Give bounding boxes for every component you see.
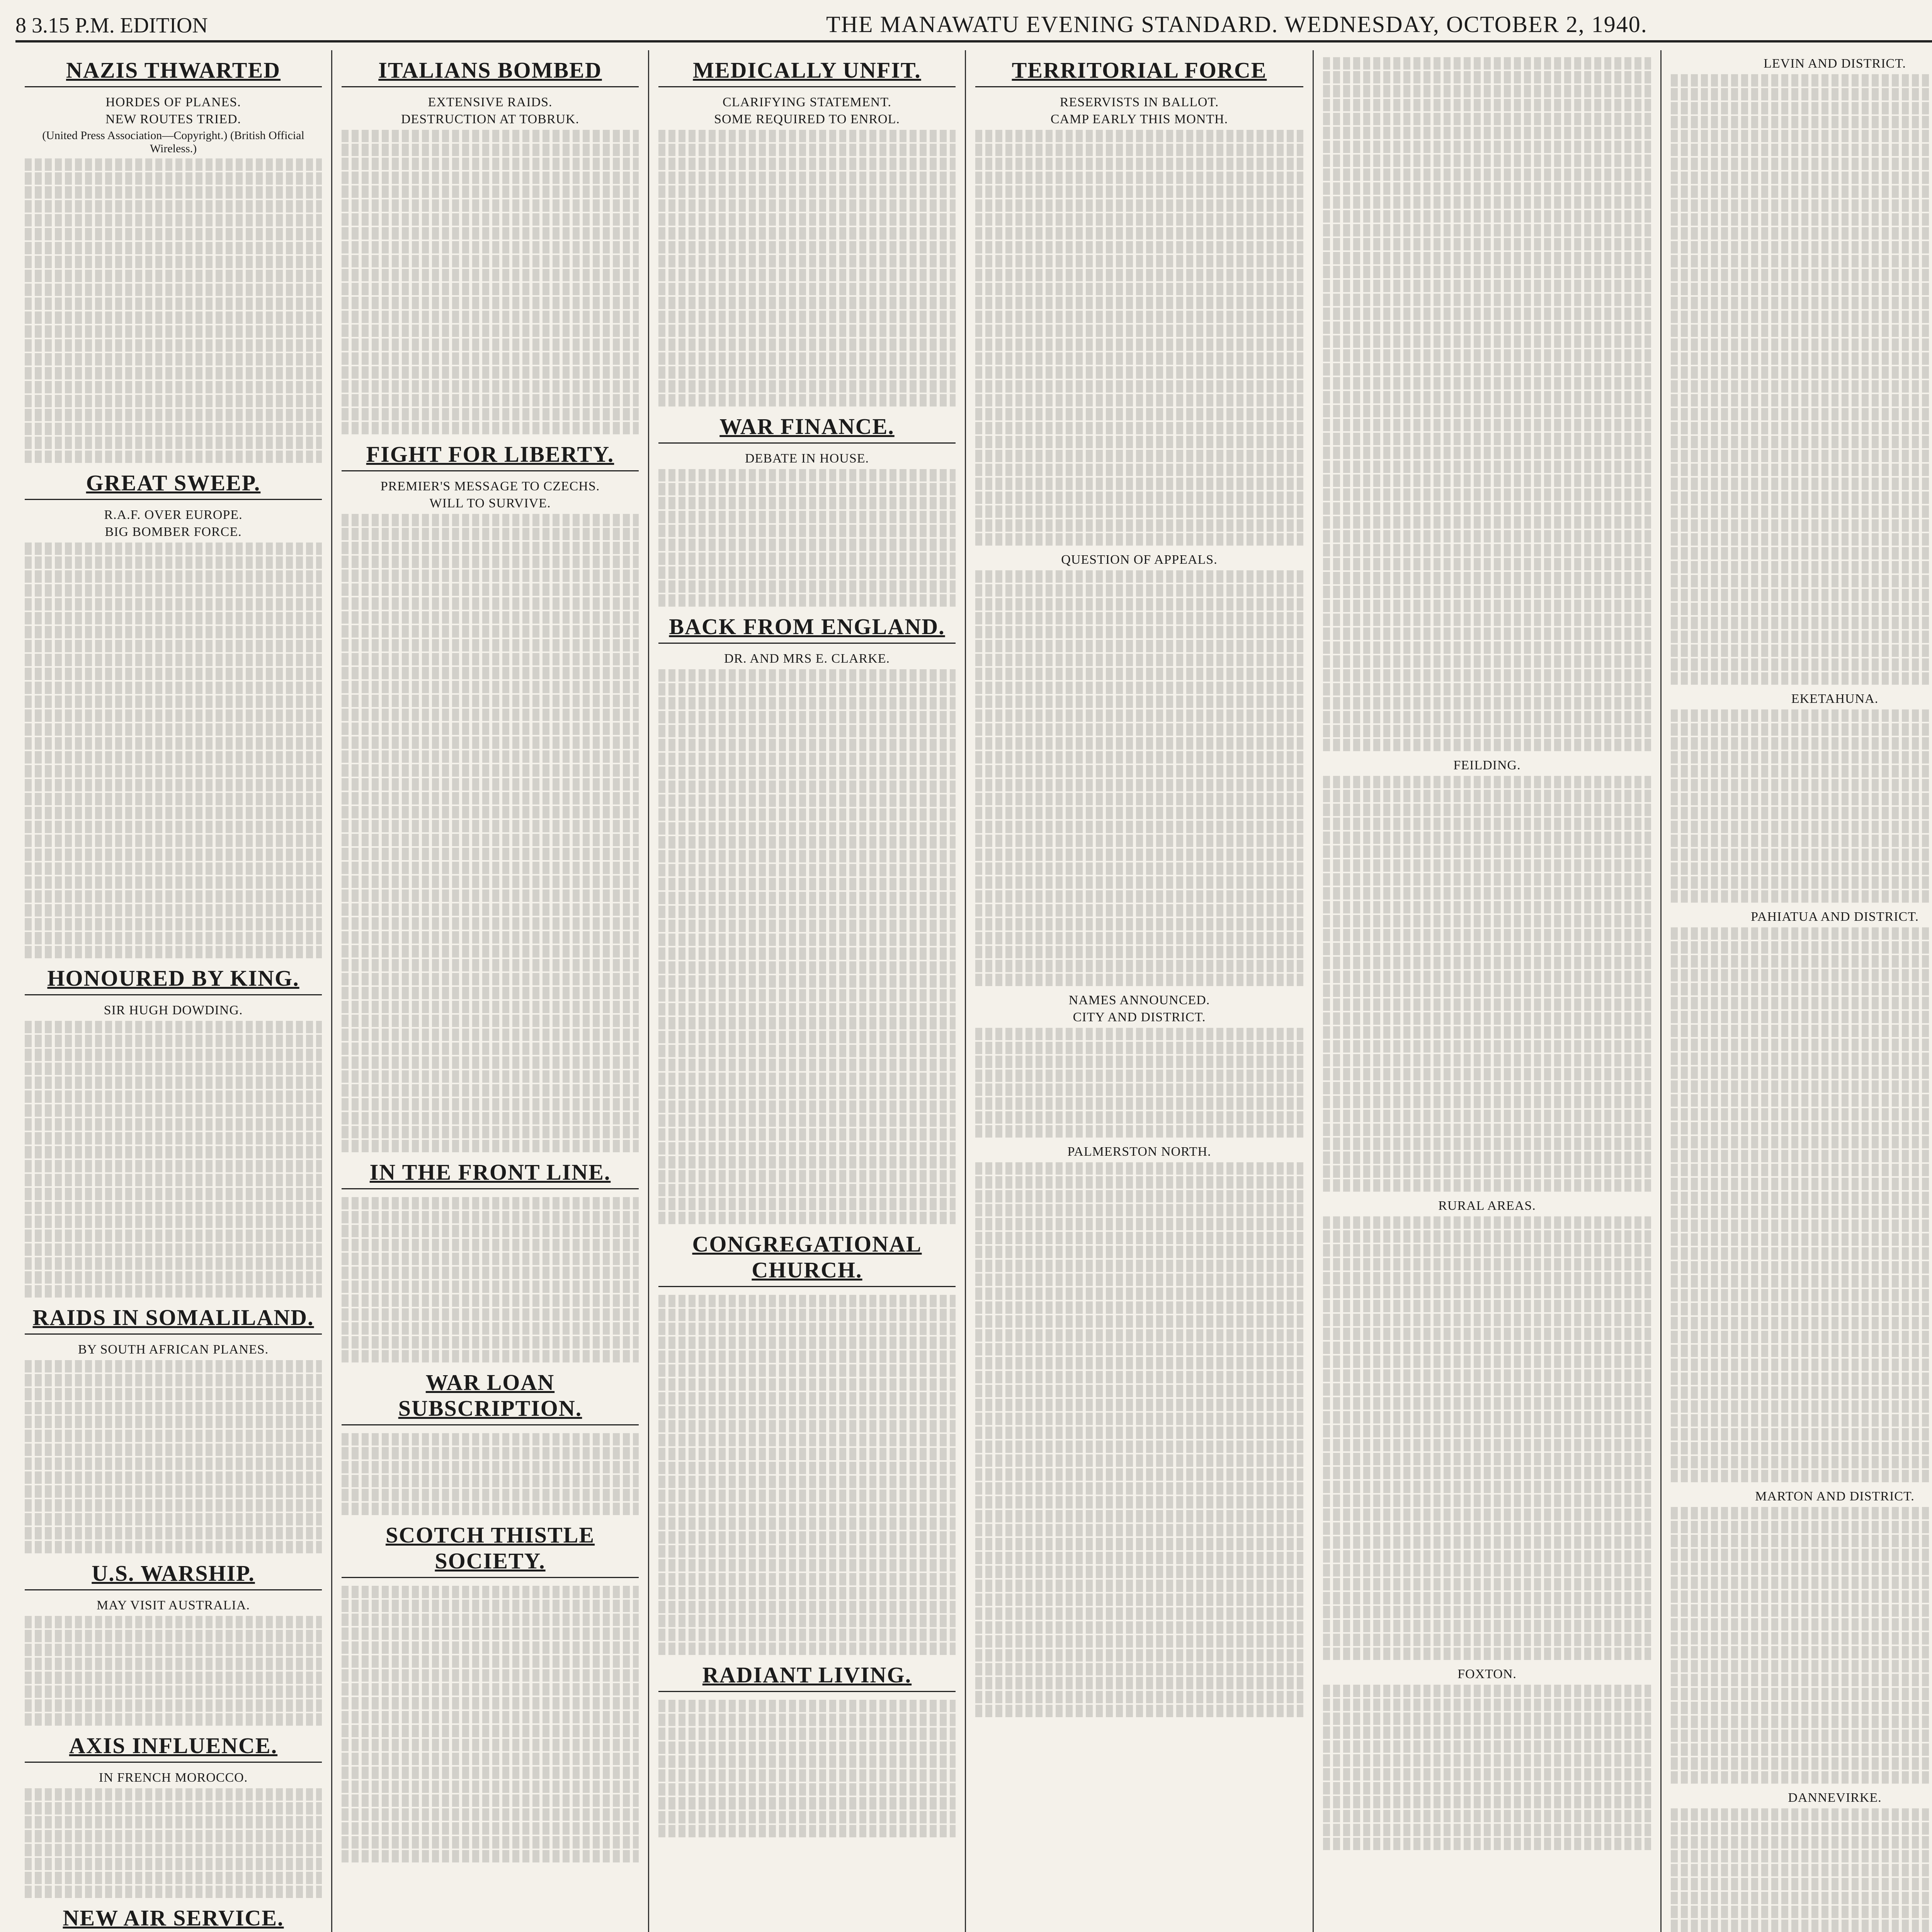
article-body — [658, 669, 956, 1224]
headline-fight-for-liberty: FIGHT FOR LIBERTY. — [342, 441, 639, 471]
article-body — [342, 1433, 639, 1515]
masthead — [15, 12, 1932, 43]
column-5 — [1314, 50, 1662, 1932]
article-body — [342, 1197, 639, 1362]
article-body — [25, 1616, 322, 1726]
subhead-question-of-appeals: QUESTION OF APPEALS. — [1061, 553, 1218, 567]
subhead: CAMP EARLY THIS MONTH. — [1050, 112, 1228, 126]
subhead: EXTENSIVE RAIDS. — [428, 95, 553, 109]
headline-axis-influence: AXIS INFLUENCE. — [25, 1733, 322, 1763]
headline-scotch-thistle-society: SCOTCH THISTLE SOCIETY. — [342, 1522, 639, 1578]
subhead: WILL TO SURVIVE. — [429, 496, 551, 510]
column-6 — [1662, 50, 1932, 1932]
subhead: SIR HUGH DOWDING. — [104, 1003, 243, 1017]
article-body — [342, 1586, 639, 1862]
newspaper-title: THE MANAWATU EVENING STANDARD. WEDNESDAY, OCTOBER 2, 1940. — [826, 12, 1648, 37]
article-body — [658, 469, 956, 607]
subhead-pahiatua: PAHIATUA AND DISTRICT. — [1751, 910, 1919, 924]
subhead: DESTRUCTION AT TOBRUK. — [401, 112, 580, 126]
subhead-dannevirke: DANNEVIRKE. — [1788, 1791, 1882, 1805]
headline-great-sweep: GREAT SWEEP. — [25, 470, 322, 500]
column-3 — [649, 50, 966, 1932]
subhead: DR. AND MRS E. CLARKE. — [724, 651, 890, 666]
article-body — [342, 514, 639, 1152]
article-body — [25, 543, 322, 958]
article-body — [658, 1700, 956, 1837]
subhead: HORDES OF PLANES. — [105, 95, 241, 109]
article-body — [25, 1788, 322, 1898]
article-body — [25, 1360, 322, 1553]
article-body — [1323, 776, 1651, 1192]
headline-territorial-force: TERRITORIAL FORCE — [975, 57, 1303, 87]
credit-line: (United Press Association—Copyright.) (British Official Wireless.) — [42, 129, 304, 155]
article-body — [25, 158, 322, 463]
article-body — [658, 130, 956, 406]
headline-honoured-by-king: HONOURED BY KING. — [25, 965, 322, 995]
article-body — [1671, 927, 1932, 1482]
subhead: BY SOUTH AFRICAN PLANES. — [78, 1342, 269, 1357]
subhead: IN FRENCH MOROCCO. — [99, 1770, 248, 1785]
subhead: BIG BOMBER FORCE. — [105, 525, 242, 539]
article-body — [1671, 74, 1932, 685]
headline-nazis-thwarted: NAZIS THWARTED — [25, 57, 322, 87]
article-body — [975, 1162, 1303, 1717]
article-body — [342, 130, 639, 434]
headline-congregational-church: CONGREGATIONAL CHURCH. — [658, 1231, 956, 1287]
subhead: RESERVISTS IN BALLOT. — [1060, 95, 1219, 109]
article-body — [975, 570, 1303, 986]
subhead-names-announced: NAMES ANNOUNCED. — [1068, 993, 1210, 1007]
article-body — [975, 1028, 1303, 1138]
subhead: CLARIFYING STATEMENT. — [723, 95, 891, 109]
subhead: PREMIER'S MESSAGE TO CZECHS. — [380, 479, 600, 493]
article-body — [1671, 1808, 1932, 1932]
column-4 — [966, 50, 1314, 1932]
headline-medically-unfit: MEDICALLY UNFIT. — [658, 57, 956, 87]
subhead: DEBATE IN HOUSE. — [745, 451, 869, 466]
headline-in-the-front-line: IN THE FRONT LINE. — [342, 1159, 639, 1189]
subhead: SOME REQUIRED TO ENROL. — [714, 112, 900, 126]
headline-radiant-living: RADIANT LIVING. — [658, 1662, 956, 1692]
article-body — [1323, 1216, 1651, 1660]
headline-us-warship: U.S. WARSHIP. — [25, 1560, 322, 1590]
article-body — [25, 1021, 322, 1298]
article-body — [975, 130, 1303, 546]
subhead-levin: LEVIN AND DISTRICT. — [1764, 56, 1906, 71]
column-1 — [15, 50, 332, 1932]
page-label: 8 3.15 P.M. EDITION — [15, 14, 208, 37]
headline-back-from-england: BACK FROM ENGLAND. — [658, 614, 956, 644]
subhead-feilding: FEILDING. — [1453, 758, 1521, 772]
article-body — [1323, 57, 1651, 751]
page-columns — [15, 50, 1932, 1932]
subhead: MAY VISIT AUSTRALIA. — [97, 1598, 250, 1612]
subhead-rural-areas: RURAL AREAS. — [1438, 1199, 1536, 1213]
column-2 — [332, 50, 649, 1932]
subhead-eketahuna: EKETAHUNA. — [1791, 692, 1879, 706]
subhead: R.A.F. OVER EUROPE. — [104, 508, 243, 522]
article-body — [1323, 1685, 1651, 1850]
subhead-city-and-district: CITY AND DISTRICT. — [1073, 1010, 1206, 1024]
headline-new-air-service: NEW AIR SERVICE. — [25, 1905, 322, 1932]
article-body — [1671, 709, 1932, 903]
headline-war-finance: WAR FINANCE. — [658, 413, 956, 444]
headline-war-loan-subscription: WAR LOAN SUBSCRIPTION. — [342, 1369, 639, 1425]
subhead: NEW ROUTES TRIED. — [105, 112, 241, 126]
headline-raids-in-somaliland: RAIDS IN SOMALILAND. — [25, 1304, 322, 1335]
subhead-marton: MARTON AND DISTRICT. — [1755, 1489, 1915, 1503]
headline-italians-bombed: ITALIANS BOMBED — [342, 57, 639, 87]
subhead-palmerston-north: PALMERSTON NORTH. — [1067, 1145, 1211, 1159]
article-body — [1671, 1507, 1932, 1784]
subhead-foxton: FOXTON. — [1458, 1667, 1517, 1681]
article-body — [658, 1295, 956, 1655]
